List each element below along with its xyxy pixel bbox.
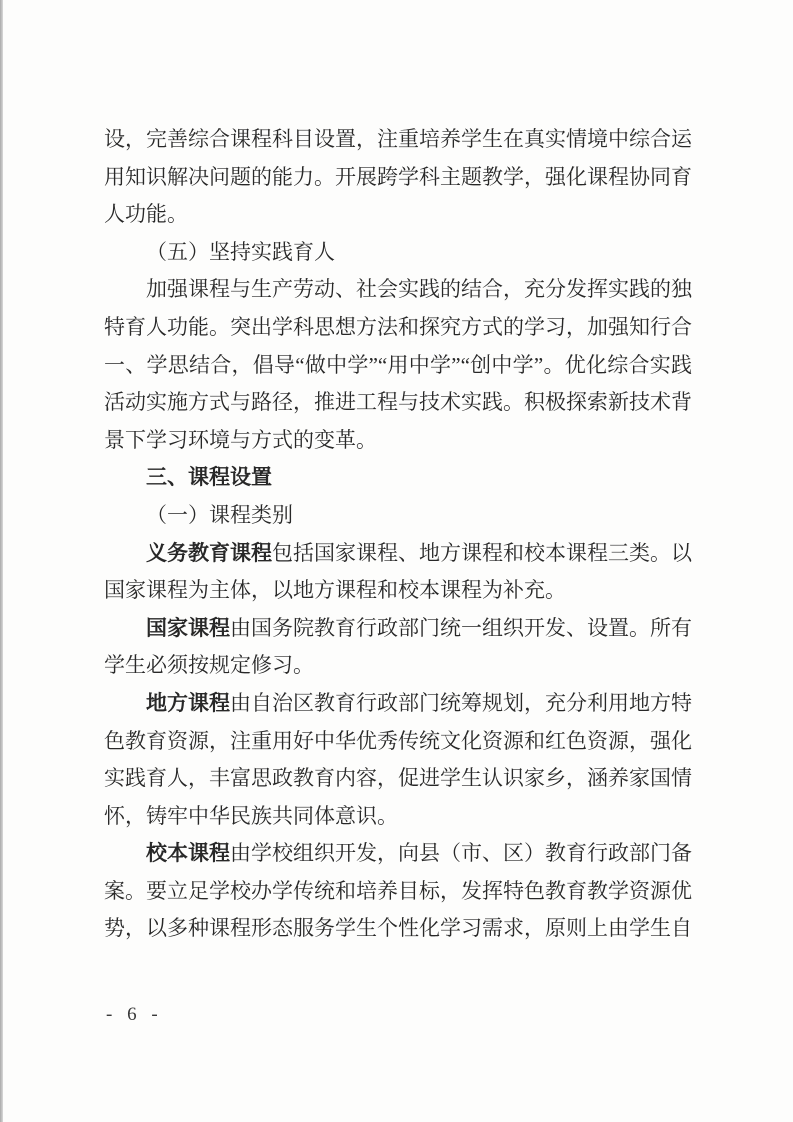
document-content — [104, 121, 692, 948]
paragraph-local-courses — [104, 685, 692, 835]
paragraph-text: 由自治区教育行政部门统筹规划，充分利用地方特色教育资源，注重用好中华优秀传统文化资源和红色资源，强化实践育人，丰富思政教育内容，促进学生认识家乡，涵养家国情怀，铸牢中华民族共同体意识。 — [104, 690, 692, 828]
page-number: - 6 - — [106, 1004, 163, 1025]
paragraph-practice-education: 加强课程与生产劳动、社会实践的结合，充分发挥实践的独特育人功能。突出学科思想方法和探究方式的学习，加强知行合一、学思结合，倡导“做中学”“用中学”“创中学”。优化综合实践活动实施方式与路径，推进工程与技术实践。积极探索新技术背景下学习环境与方式的变革。 — [104, 277, 692, 452]
paragraph-text: 由学校组织开发，向县（市、区）教育行政部门备案。要立足学校办学传统和培养目标，发挥特色教育教学资源优势，以多种课程形态服务学生个性化学习需求，原则上由学生自 — [104, 841, 692, 941]
subheading-section-5: （五）坚持实践育人 — [146, 239, 335, 264]
bold-term-local-courses: 地方课程 — [146, 691, 230, 715]
bold-term-national-courses: 国家课程 — [146, 616, 230, 640]
heading-course-setup: 三、课程设置 — [146, 466, 272, 490]
paragraph-continued: 设，完善综合课程科目设置，注重培养学生在真实情境中综合运用知识解决问题的能力。开展跨学科主题教学，强化课程协同育人功能。 — [104, 127, 692, 227]
paragraph-text: 包括国家课程、地方课程和校本课程三类。以国家课程为主体，以地方课程和校本课程为补充。 — [104, 540, 692, 603]
paragraph-school-courses — [104, 835, 692, 948]
bold-term-compulsory-courses: 义务教育课程 — [146, 541, 272, 565]
subheading-course-categories: （一）课程类别 — [146, 502, 293, 527]
paragraph-compulsory-courses — [104, 535, 692, 610]
bold-term-school-courses: 校本课程 — [146, 842, 230, 866]
scan-left-edge — [0, 0, 3, 1122]
paragraph-text: 由国务院教育行政部门统一组织开发、设置。所有学生必须按规定修习。 — [104, 615, 692, 678]
paragraph-national-courses — [104, 610, 692, 685]
